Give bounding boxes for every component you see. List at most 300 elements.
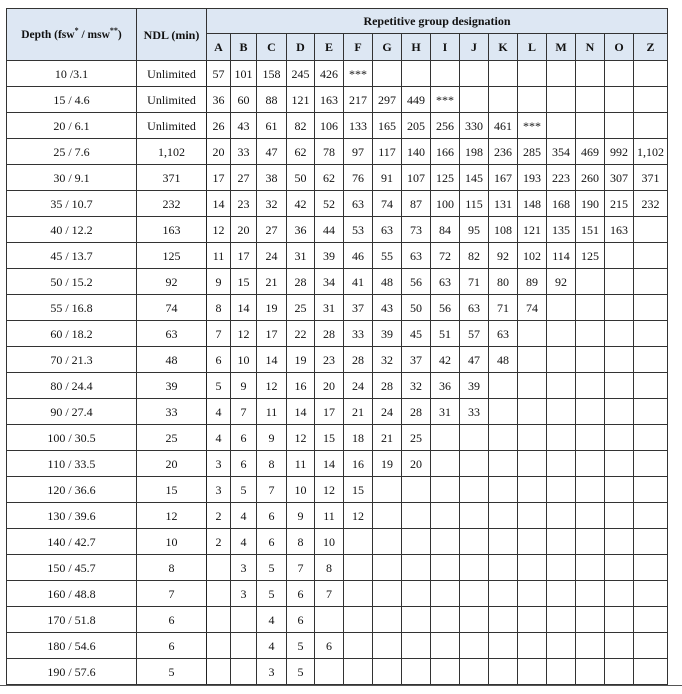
group-time-cell — [576, 321, 605, 347]
group-time-cell: 14 — [287, 399, 315, 425]
group-time-cell: 53 — [344, 217, 373, 243]
group-time-cell: 1,102 — [634, 139, 668, 165]
group-time-cell — [605, 633, 634, 659]
group-time-cell — [547, 347, 576, 373]
table-row — [7, 113, 668, 139]
ndl-cell: 12 — [137, 503, 207, 529]
group-time-cell — [460, 607, 489, 633]
group-time-cell — [547, 425, 576, 451]
group-time-cell: 88 — [257, 87, 287, 113]
group-time-cell: 12 — [231, 321, 257, 347]
group-time-cell: 5 — [257, 555, 287, 581]
depth-cell: 55 / 16.8 — [7, 295, 137, 321]
group-time-cell: 107 — [402, 165, 431, 191]
group-time-cell — [402, 477, 431, 503]
group-time-cell — [547, 451, 576, 477]
group-time-cell: 47 — [257, 139, 287, 165]
group-time-cell — [344, 659, 373, 685]
group-time-cell — [489, 503, 518, 529]
group-time-cell: 80 — [489, 269, 518, 295]
group-time-cell: 15 — [315, 425, 344, 451]
depth-cell: 170 / 51.8 — [7, 607, 137, 633]
group-time-cell — [460, 477, 489, 503]
group-time-cell — [576, 633, 605, 659]
group-time-cell — [489, 659, 518, 685]
group-time-cell — [207, 581, 231, 607]
group-time-cell: 10 — [287, 477, 315, 503]
group-time-cell: 297 — [373, 87, 402, 113]
group-time-cell: 19 — [257, 295, 287, 321]
group-time-cell: 4 — [231, 529, 257, 555]
group-time-cell — [518, 607, 547, 633]
group-time-cell: 106 — [315, 113, 344, 139]
group-time-cell: 37 — [344, 295, 373, 321]
group-letter-header: J — [460, 34, 489, 61]
group-time-cell: 6 — [287, 581, 315, 607]
group-time-cell: 232 — [634, 191, 668, 217]
group-time-cell: 6 — [315, 633, 344, 659]
group-time-cell: 20 — [402, 451, 431, 477]
group-time-cell — [431, 61, 460, 87]
group-time-cell — [576, 425, 605, 451]
group-time-cell: 36 — [431, 373, 460, 399]
group-time-cell — [605, 555, 634, 581]
ndl-cell: 7 — [137, 581, 207, 607]
group-time-cell: 115 — [460, 191, 489, 217]
group-time-cell — [518, 581, 547, 607]
ndl-cell: 74 — [137, 295, 207, 321]
group-time-cell: 45 — [402, 321, 431, 347]
group-time-cell — [634, 243, 668, 269]
group-time-cell: 71 — [489, 295, 518, 321]
group-time-cell — [518, 633, 547, 659]
group-time-cell — [431, 451, 460, 477]
group-time-cell: 17 — [257, 321, 287, 347]
table-row — [7, 581, 668, 607]
depth-cell: 180 / 54.6 — [7, 633, 137, 659]
group-time-cell: 21 — [373, 425, 402, 451]
ndl-cell: 92 — [137, 269, 207, 295]
group-time-cell — [576, 581, 605, 607]
group-time-cell — [605, 659, 634, 685]
ndl-cell: 125 — [137, 243, 207, 269]
group-letter-header: O — [605, 34, 634, 61]
group-time-cell — [402, 529, 431, 555]
group-time-cell: 371 — [634, 165, 668, 191]
group-time-cell — [344, 633, 373, 659]
group-time-cell: 8 — [287, 529, 315, 555]
group-time-cell — [576, 61, 605, 87]
group-time-cell: 16 — [344, 451, 373, 477]
group-time-cell: 7 — [207, 321, 231, 347]
group-time-cell: 38 — [257, 165, 287, 191]
group-time-cell: 215 — [605, 191, 634, 217]
group-time-cell — [605, 503, 634, 529]
group-time-cell: 42 — [287, 191, 315, 217]
group-letter-header: F — [344, 34, 373, 61]
group-time-cell: 20 — [231, 217, 257, 243]
group-time-cell: 4 — [207, 425, 231, 451]
group-time-cell: 166 — [431, 139, 460, 165]
group-time-cell — [431, 659, 460, 685]
group-time-cell — [489, 477, 518, 503]
group-time-cell: 89 — [518, 269, 547, 295]
group-time-cell — [431, 477, 460, 503]
group-time-cell: *** — [431, 87, 460, 113]
group-time-cell: 60 — [231, 87, 257, 113]
group-time-cell: 193 — [518, 165, 547, 191]
group-time-cell: 52 — [315, 191, 344, 217]
group-time-cell: 6 — [257, 503, 287, 529]
group-time-cell: 18 — [344, 425, 373, 451]
group-time-cell — [373, 477, 402, 503]
group-time-cell: 307 — [605, 165, 634, 191]
group-time-cell — [634, 61, 668, 87]
group-time-cell — [605, 425, 634, 451]
depth-cell: 130 / 39.6 — [7, 503, 137, 529]
table-row — [7, 555, 668, 581]
group-time-cell: 47 — [460, 347, 489, 373]
group-time-cell: 14 — [231, 295, 257, 321]
group-time-cell — [547, 321, 576, 347]
group-time-cell — [431, 425, 460, 451]
group-time-cell: 4 — [231, 503, 257, 529]
depth-cell: 150 / 45.7 — [7, 555, 137, 581]
group-time-cell: 12 — [344, 503, 373, 529]
group-time-cell — [634, 269, 668, 295]
group-time-cell: 2 — [207, 503, 231, 529]
group-time-cell — [402, 659, 431, 685]
group-time-cell: 14 — [315, 451, 344, 477]
group-time-cell: 4 — [207, 399, 231, 425]
group-letter-header: H — [402, 34, 431, 61]
group-time-cell: *** — [344, 61, 373, 87]
group-time-cell: 6 — [207, 347, 231, 373]
group-time-cell — [460, 61, 489, 87]
group-time-cell: 63 — [460, 295, 489, 321]
group-letter-header: A — [207, 34, 231, 61]
group-time-cell: 8 — [207, 295, 231, 321]
group-time-cell — [344, 555, 373, 581]
group-time-cell: 145 — [460, 165, 489, 191]
group-time-cell: 72 — [431, 243, 460, 269]
group-time-cell: 43 — [373, 295, 402, 321]
group-time-cell — [547, 659, 576, 685]
group-time-cell — [489, 399, 518, 425]
group-time-cell: 36 — [287, 217, 315, 243]
ndl-cell: Unlimited — [137, 113, 207, 139]
group-time-cell — [605, 269, 634, 295]
group-time-cell: 158 — [257, 61, 287, 87]
group-time-cell: 163 — [605, 217, 634, 243]
table-row — [7, 425, 668, 451]
group-time-cell — [402, 581, 431, 607]
depth-cell: 40 / 12.2 — [7, 217, 137, 243]
group-time-cell: 63 — [402, 243, 431, 269]
group-time-cell: 61 — [257, 113, 287, 139]
group-time-cell — [605, 477, 634, 503]
group-time-cell — [373, 555, 402, 581]
group-time-cell: 168 — [547, 191, 576, 217]
group-time-cell — [460, 659, 489, 685]
group-time-cell: 8 — [257, 451, 287, 477]
group-time-cell: 92 — [547, 269, 576, 295]
group-time-cell — [634, 113, 668, 139]
depth-cell: 190 / 57.6 — [7, 659, 137, 685]
group-time-cell — [518, 87, 547, 113]
group-time-cell — [634, 373, 668, 399]
depth-cell: 30 / 9.1 — [7, 165, 137, 191]
group-time-cell — [402, 555, 431, 581]
group-time-cell — [489, 87, 518, 113]
group-time-cell — [489, 61, 518, 87]
group-time-cell: 78 — [315, 139, 344, 165]
group-time-cell — [402, 503, 431, 529]
group-time-cell: 39 — [460, 373, 489, 399]
group-time-cell — [605, 61, 634, 87]
group-time-cell: 11 — [257, 399, 287, 425]
group-time-cell: 28 — [344, 347, 373, 373]
group-time-cell: 11 — [207, 243, 231, 269]
group-time-cell — [605, 373, 634, 399]
group-time-cell — [207, 659, 231, 685]
table-row — [7, 399, 668, 425]
group-time-cell: 82 — [460, 243, 489, 269]
table-row — [7, 503, 668, 529]
group-time-cell: 12 — [287, 425, 315, 451]
group-time-cell: 56 — [402, 269, 431, 295]
group-time-cell — [489, 581, 518, 607]
group-time-cell: 74 — [373, 191, 402, 217]
ndl-cell: 20 — [137, 451, 207, 477]
group-time-cell — [634, 529, 668, 555]
group-time-cell: 10 — [315, 529, 344, 555]
group-time-cell — [315, 607, 344, 633]
group-letter-header: D — [287, 34, 315, 61]
group-time-cell: 7 — [315, 581, 344, 607]
group-time-cell: 7 — [287, 555, 315, 581]
group-time-cell: 6 — [257, 529, 287, 555]
group-time-cell: 84 — [431, 217, 460, 243]
group-time-cell: 7 — [257, 477, 287, 503]
group-time-cell: 57 — [460, 321, 489, 347]
ndl-cell: 33 — [137, 399, 207, 425]
group-time-cell: 236 — [489, 139, 518, 165]
group-time-cell: 108 — [489, 217, 518, 243]
table-row — [7, 165, 668, 191]
group-time-cell — [605, 399, 634, 425]
group-time-cell — [489, 451, 518, 477]
group-time-cell: 12 — [315, 477, 344, 503]
group-time-cell: 25 — [402, 425, 431, 451]
group-time-cell — [547, 295, 576, 321]
table-row — [7, 87, 668, 113]
group-time-cell — [634, 217, 668, 243]
group-time-cell: 8 — [315, 555, 344, 581]
table-row — [7, 217, 668, 243]
group-time-cell: 42 — [431, 347, 460, 373]
group-time-cell — [634, 451, 668, 477]
group-time-cell: 28 — [287, 269, 315, 295]
group-time-cell — [518, 321, 547, 347]
group-time-cell — [576, 477, 605, 503]
group-time-cell: 121 — [518, 217, 547, 243]
group-time-cell: 97 — [344, 139, 373, 165]
group-time-cell: 330 — [460, 113, 489, 139]
group-time-cell: 469 — [576, 139, 605, 165]
group-letter-header: K — [489, 34, 518, 61]
group-time-cell — [634, 503, 668, 529]
depth-cell: 50 / 15.2 — [7, 269, 137, 295]
group-time-cell: 28 — [402, 399, 431, 425]
group-time-cell — [431, 607, 460, 633]
ndl-cell: Unlimited — [137, 87, 207, 113]
group-time-cell — [207, 633, 231, 659]
group-time-cell: 62 — [287, 139, 315, 165]
ndl-cell: 6 — [137, 607, 207, 633]
group-time-cell: 31 — [287, 243, 315, 269]
group-time-cell: 5 — [231, 477, 257, 503]
group-time-cell — [344, 607, 373, 633]
group-time-cell: 74 — [518, 295, 547, 321]
group-time-cell — [605, 113, 634, 139]
group-time-cell — [518, 373, 547, 399]
group-time-cell: 165 — [373, 113, 402, 139]
group-time-cell: 32 — [257, 191, 287, 217]
group-time-cell: 36 — [207, 87, 231, 113]
ndl-cell: 163 — [137, 217, 207, 243]
group-time-cell: 62 — [315, 165, 344, 191]
group-time-cell: 19 — [373, 451, 402, 477]
group-time-cell — [460, 425, 489, 451]
group-time-cell: 9 — [207, 269, 231, 295]
group-time-cell: 3 — [231, 555, 257, 581]
group-time-cell — [402, 61, 431, 87]
group-time-cell: 260 — [576, 165, 605, 191]
group-time-cell: 198 — [460, 139, 489, 165]
group-time-cell — [576, 451, 605, 477]
group-time-cell: 167 — [489, 165, 518, 191]
group-time-cell: 4 — [257, 633, 287, 659]
group-time-cell: *** — [518, 113, 547, 139]
group-time-cell: 140 — [402, 139, 431, 165]
group-time-cell: 426 — [315, 61, 344, 87]
table-header — [7, 9, 668, 61]
bottom-rule — [0, 685, 682, 686]
group-letter-header: G — [373, 34, 402, 61]
depth-cell: 20 / 6.1 — [7, 113, 137, 139]
group-letter-header: I — [431, 34, 460, 61]
group-time-cell — [634, 87, 668, 113]
group-time-cell: 148 — [518, 191, 547, 217]
group-time-cell — [605, 607, 634, 633]
ndl-cell: 48 — [137, 347, 207, 373]
group-time-cell — [576, 659, 605, 685]
group-time-cell: 133 — [344, 113, 373, 139]
group-time-cell: 34 — [315, 269, 344, 295]
group-letter-header: N — [576, 34, 605, 61]
group-time-cell — [207, 555, 231, 581]
group-time-cell: 163 — [315, 87, 344, 113]
group-letter-header: B — [231, 34, 257, 61]
group-time-cell — [576, 373, 605, 399]
group-time-cell — [634, 659, 668, 685]
group-time-cell: 102 — [518, 243, 547, 269]
group-time-cell — [518, 61, 547, 87]
group-time-cell — [547, 581, 576, 607]
group-time-cell — [460, 581, 489, 607]
group-time-cell: 27 — [231, 165, 257, 191]
group-time-cell: 14 — [207, 191, 231, 217]
group-time-cell: 6 — [287, 607, 315, 633]
group-time-cell: 32 — [373, 347, 402, 373]
table-row — [7, 61, 668, 87]
ndl-cell: 63 — [137, 321, 207, 347]
group-time-cell: 92 — [489, 243, 518, 269]
group-time-cell: 354 — [547, 139, 576, 165]
group-time-cell — [547, 399, 576, 425]
group-time-cell: 5 — [257, 581, 287, 607]
group-time-cell: 245 — [287, 61, 315, 87]
depth-column-header: Depth (fsw* / msw**) — [7, 9, 137, 61]
group-time-cell: 17 — [207, 165, 231, 191]
group-time-cell: 100 — [431, 191, 460, 217]
group-time-cell: 205 — [402, 113, 431, 139]
group-time-cell — [518, 659, 547, 685]
group-time-cell — [518, 529, 547, 555]
table-row — [7, 191, 668, 217]
group-time-cell: 39 — [373, 321, 402, 347]
group-time-cell: 24 — [373, 399, 402, 425]
group-time-cell — [634, 347, 668, 373]
ndl-cell: 10 — [137, 529, 207, 555]
group-time-cell: 71 — [460, 269, 489, 295]
group-time-cell — [489, 607, 518, 633]
depth-cell: 35 / 10.7 — [7, 191, 137, 217]
depth-cell: 15 / 4.6 — [7, 87, 137, 113]
table-body — [7, 61, 668, 685]
group-time-cell — [576, 503, 605, 529]
group-time-cell — [489, 373, 518, 399]
group-time-cell — [518, 555, 547, 581]
group-time-cell: 31 — [315, 295, 344, 321]
group-time-cell: 3 — [231, 581, 257, 607]
group-time-cell — [231, 659, 257, 685]
ndl-cell: 8 — [137, 555, 207, 581]
table-row — [7, 321, 668, 347]
ndl-column-header: NDL (min) — [137, 9, 207, 61]
group-time-cell: 117 — [373, 139, 402, 165]
depth-cell: 120 / 36.6 — [7, 477, 137, 503]
group-time-cell — [576, 87, 605, 113]
group-time-cell — [634, 555, 668, 581]
depth-cell: 80 / 24.4 — [7, 373, 137, 399]
group-time-cell: 11 — [287, 451, 315, 477]
group-time-cell: 121 — [287, 87, 315, 113]
group-time-cell: 131 — [489, 191, 518, 217]
group-time-cell — [231, 607, 257, 633]
group-time-cell: 27 — [257, 217, 287, 243]
group-time-cell: 20 — [315, 373, 344, 399]
group-time-cell — [518, 399, 547, 425]
group-time-cell: 76 — [344, 165, 373, 191]
depth-cell: 160 / 48.8 — [7, 581, 137, 607]
depth-cell: 110 / 33.5 — [7, 451, 137, 477]
group-time-cell — [231, 633, 257, 659]
group-time-cell — [431, 529, 460, 555]
group-time-cell: 12 — [257, 373, 287, 399]
group-time-cell: 48 — [489, 347, 518, 373]
